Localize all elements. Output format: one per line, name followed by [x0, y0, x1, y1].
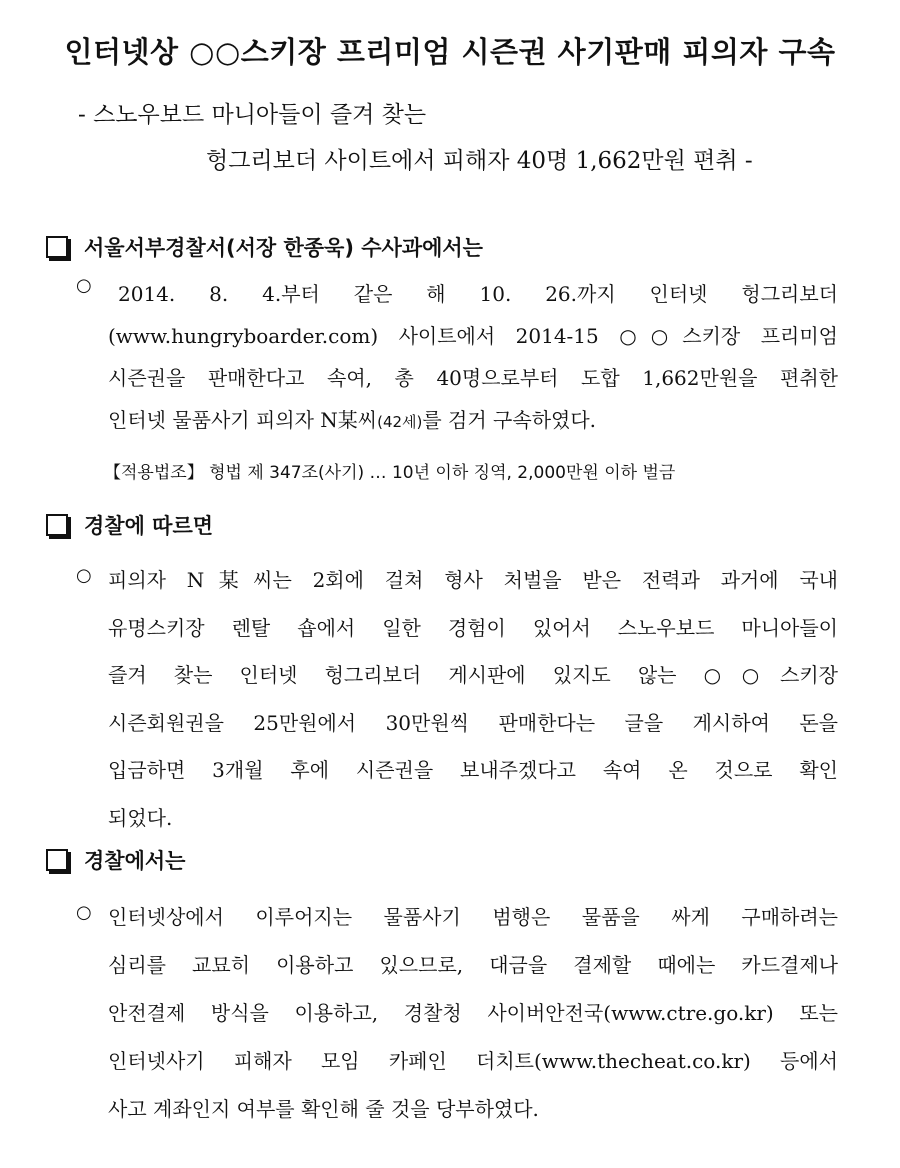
section-heading-2	[46, 510, 213, 540]
paragraph-line: 피의자 N某씨는 2회에 걸쳐 형사 처벌을 받은 전력과 과거에 국내	[108, 568, 838, 592]
paragraph-line: 인터넷상에서 이루어지는 물품사기 범행은 물품을 싸게 구매하려는	[108, 905, 838, 929]
section-heading-1	[46, 232, 483, 262]
checkbox-square-icon	[46, 849, 68, 871]
subtitle-line-2: 헝그리보더 사이트에서 피해자 40명 1,662만원 편취 -	[206, 148, 753, 174]
line-text: 인터넷 물품사기 피의자 N某씨	[108, 408, 378, 432]
paragraph-line: 2014. 8. 4.부터 같은 해 10. 26.까지 인터넷 헝그리보더	[118, 282, 838, 306]
section-heading-text: 경찰에 따르면	[84, 514, 214, 538]
section-heading-text: 경찰에서는	[84, 849, 186, 873]
paragraph-line: 사고 계좌인지 여부를 확인해 줄 것을 당부하였다.	[108, 1097, 539, 1121]
section-heading-3	[46, 845, 185, 875]
bullet-circle-icon: ○	[76, 902, 92, 923]
paragraph-line: 안전결제 방식을 이용하고, 경찰청 사이버안전국(www.ctre.go.kr) 또는	[108, 1001, 838, 1025]
paragraph-line: 되었다.	[108, 805, 173, 830]
section-3-paragraph	[108, 893, 838, 1133]
paragraph-line	[108, 399, 838, 443]
paragraph-line: 유명스키장 렌탈 숍에서 일한 경험이 있어서 스노우보드 마니아들이	[108, 615, 838, 640]
suspect-age: (42세)	[377, 413, 423, 431]
line-text: 를 검거 구속하였다.	[422, 408, 597, 432]
bullet-circle-icon: ○	[76, 565, 92, 586]
paragraph-line: 시즌회원권을 25만원에서 30만원씩 판매한다는 글을 게시하여 돈을	[108, 710, 838, 735]
checkbox-square-icon	[46, 236, 68, 258]
paragraph-line: 시즌권을 판매한다고 속여, 총 40명으로부터 도합 1,662만원을 편취한	[108, 366, 838, 390]
paragraph-line: 즐겨 찾는 인터넷 헝그리보더 게시판에 있지도 않는 ○○스키장	[108, 663, 838, 687]
section-heading-text: 서울서부경찰서(서장 한종욱) 수사과에서는	[84, 236, 483, 260]
bullet-circle-icon: ○	[76, 275, 92, 296]
paragraph-line: 입금하면 3개월 후에 시즌권을 보내주겠다고 속여 온 것으로 확인	[108, 758, 838, 782]
applicable-law-note: 【적용법조】 형법 제 347조(사기) … 10년 이하 징역, 2,000만원 이하 벌금	[104, 463, 676, 483]
section-2-paragraph	[108, 557, 838, 842]
paragraph-line: (www.hungryboarder.com) 사이트에서 2014-15 ○○스키장 프리미엄	[108, 324, 838, 348]
subtitle-line-1: - 스노우보드 마니아들이 즐겨 찾는	[78, 102, 427, 128]
paragraph-line: 인터넷사기 피해자 모임 카페인 더치트(www.thecheat.co.kr) 등에서	[108, 1049, 838, 1073]
paragraph-line: 심리를 교묘히 이용하고 있으므로, 대금을 결제할 때에는 카드결제나	[108, 953, 838, 977]
checkbox-square-icon	[46, 514, 68, 536]
section-1-paragraph	[108, 273, 838, 443]
page-title: 인터넷상 ○○스키장 프리미엄 시즌권 사기판매 피의자 구속	[64, 35, 836, 69]
